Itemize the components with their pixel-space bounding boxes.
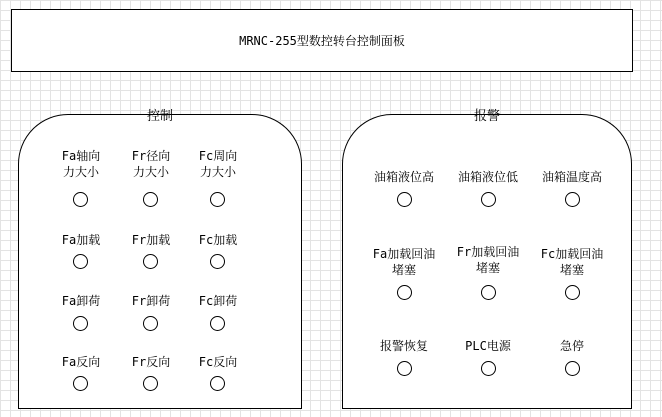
alarm-label-emergency-stop: 急停 bbox=[559, 339, 584, 353]
control-label-fa-unload: Fa卸荷 bbox=[61, 294, 101, 308]
alarm-label-tank-temp-high: 油箱温度高 bbox=[541, 170, 602, 184]
alarm-lamp-fa-return-blocked bbox=[397, 285, 412, 300]
control-lamp-fc-unload[interactable] bbox=[210, 316, 225, 331]
alarm-label-tank-level-low: 油箱液位低 bbox=[457, 170, 518, 184]
control-label-fc-force: Fc周向 力大小 bbox=[198, 149, 238, 179]
control-lamp-fa-reverse[interactable] bbox=[73, 376, 88, 391]
control-lamp-fr-load[interactable] bbox=[143, 254, 158, 269]
emergency-stop-button[interactable] bbox=[565, 361, 580, 376]
panel-title-box bbox=[11, 9, 633, 72]
control-lamp-fa-force[interactable] bbox=[73, 192, 88, 207]
control-label-fc-load: Fc加载 bbox=[198, 233, 238, 247]
control-label-fa-force: Fa轴向 力大小 bbox=[61, 149, 101, 179]
alarm-panel-title bbox=[343, 105, 631, 124]
plc-power-button[interactable] bbox=[481, 361, 496, 376]
control-label-fc-unload: Fc卸荷 bbox=[198, 294, 238, 308]
alarm-label-fr-return-blocked: Fr加载回油 堵塞 bbox=[456, 245, 520, 275]
alarm-lamp-tank-temp-high bbox=[565, 192, 580, 207]
control-lamp-fa-unload[interactable] bbox=[73, 316, 88, 331]
alarm-label-alarm-reset: 报警恢复 bbox=[379, 339, 428, 353]
control-lamp-fc-force[interactable] bbox=[210, 192, 225, 207]
alarm-reset-button[interactable] bbox=[397, 361, 412, 376]
alarm-label-fa-return-blocked: Fa加载回油 堵塞 bbox=[372, 247, 436, 277]
control-lamp-fr-reverse[interactable] bbox=[143, 376, 158, 391]
alarm-lamp-fr-return-blocked bbox=[481, 285, 496, 300]
control-label-fr-unload: Fr卸荷 bbox=[131, 294, 171, 308]
alarm-panel-label: 报警 bbox=[473, 109, 500, 124]
control-lamp-fa-load[interactable] bbox=[73, 254, 88, 269]
control-lamp-fr-unload[interactable] bbox=[143, 316, 158, 331]
alarm-lamp-tank-level-low bbox=[481, 192, 496, 207]
control-label-fr-load: Fr加载 bbox=[131, 233, 171, 247]
control-label-fa-load: Fa加载 bbox=[61, 233, 101, 247]
control-label-fa-reverse: Fa反向 bbox=[61, 355, 101, 369]
alarm-label-plc-power: PLC电源 bbox=[465, 339, 511, 353]
page-title: MRNC-255型数控转台控制面板 bbox=[239, 34, 405, 48]
alarm-label-fc-return-blocked: Fc加载回油 堵塞 bbox=[540, 247, 604, 277]
control-lamp-fr-force[interactable] bbox=[143, 192, 158, 207]
control-lamp-fc-reverse[interactable] bbox=[210, 376, 225, 391]
control-panel-label: 控制 bbox=[146, 109, 173, 124]
control-label-fc-reverse: Fc反向 bbox=[198, 355, 238, 369]
alarm-lamp-fc-return-blocked bbox=[565, 285, 580, 300]
alarm-lamp-tank-level-high bbox=[397, 192, 412, 207]
control-label-fr-force: Fr径向 力大小 bbox=[131, 149, 171, 179]
control-panel-title bbox=[19, 105, 301, 124]
alarm-label-tank-level-high: 油箱液位高 bbox=[373, 170, 434, 184]
control-lamp-fc-load[interactable] bbox=[210, 254, 225, 269]
control-label-fr-reverse: Fr反向 bbox=[131, 355, 171, 369]
